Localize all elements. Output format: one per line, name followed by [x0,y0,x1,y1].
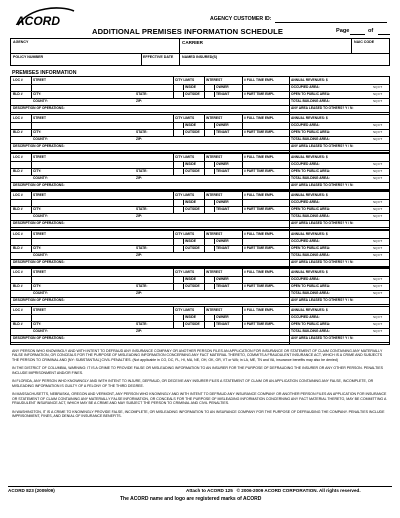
owner-label: OWNER [216,200,229,205]
tenant-label: TENANT [216,130,230,135]
description-of-operations-label: DESCRIPTION OF OPERATIONS: [13,336,65,341]
owner-label: OWNER [216,238,229,243]
owner-checkbox[interactable] [206,200,215,205]
sqft-unit: SQ FT [373,207,383,212]
loc-label: LOC # [13,270,23,274]
outside-checkbox[interactable] [175,246,184,251]
total-building-area-label: TOTAL BUILDING AREA: [291,329,330,334]
open-to-public-label: OPEN TO PUBLIC AREA: [291,322,331,327]
city-label: CITY: [33,92,42,96]
zip-label: ZIP: [136,252,143,257]
outside-label: OUTSIDE [185,168,200,173]
named-insureds-label: NAMED INSURED(S) [182,55,218,59]
county-label: COUNTY: [33,329,48,334]
street-label: STREET [33,308,47,313]
tenant-label: TENANT [216,284,230,288]
part-time-empl-label: # PART TIME EMPL [244,245,275,250]
tenant-label: TENANT [216,207,230,212]
sqft-unit: SQ FT [373,168,383,173]
inside-checkbox[interactable] [175,85,184,90]
premises-block [10,153,390,192]
page-number-field[interactable] [350,34,365,35]
occupied-area-label: OCCUPIED AREA: [291,277,320,281]
part-time-empl-label: # PART TIME EMPL [244,207,275,212]
city-limits-label: CITY LIMITS [175,78,195,82]
full-time-empl-label: # FULL TIME EMPL [244,193,274,198]
street-label: STREET [33,116,47,121]
owner-checkbox[interactable] [206,239,215,244]
city-limits-label: CITY LIMITS [175,154,195,159]
loc-label: LOC # [13,231,23,236]
tenant-checkbox[interactable] [206,130,215,135]
bld-label: BLD # [13,168,23,173]
page-label: Page [336,28,350,34]
tenant-label: TENANT [216,168,230,173]
zip-label: ZIP: [136,291,143,295]
outside-label: OUTSIDE [185,322,200,327]
sqft-unit: SQ FT [373,238,383,243]
area-leased-label: ANY AREA LEASED TO OTHERS? Y / N: [291,298,354,302]
part-time-empl-label: # PART TIME EMPL [244,284,275,288]
bld-label: BLD # [13,207,23,212]
county-label: COUNTY: [33,214,48,219]
policy-number-label: POLICY NUMBER [13,55,44,59]
city-label: CITY: [33,207,42,212]
city-label: CITY: [33,245,42,250]
occupied-area-label: OCCUPIED AREA: [291,238,320,243]
zip-label: ZIP: [136,99,143,103]
page-of-label: of [368,28,374,34]
tenant-label: TENANT [216,92,230,96]
owner-label: OWNER [216,161,229,166]
fraud-notice [12,349,388,423]
county-label: COUNTY: [33,291,48,295]
street-label: STREET [33,78,47,82]
open-to-public-label: OPEN TO PUBLIC AREA: [291,168,331,173]
notice-paragraph: IN THE DISTRICT OF COLUMBIA, WARNING: IT IS A CRIME TO PROVIDE FALSE OR MISLEADING INFORMATION TO AN INSURER FOR THE PURPOSE OF DEFRAUDING THE INSURER OR ANY OTHER PERSON. PENALTIES INCLUDE IMPRISONMENT AND/OR FINES. [12,366,383,375]
annual-revenues-label: ANNUAL REVENUES: $ [291,154,328,159]
area-leased-label: ANY AREA LEASED TO OTHERS? Y / N: [291,106,354,110]
tenant-checkbox[interactable] [206,169,215,174]
description-of-operations-label: DESCRIPTION OF OPERATIONS: [13,182,65,187]
state-label: STATE: [136,245,148,250]
part-time-empl-label: # PART TIME EMPL [244,92,275,96]
state-label: STATE: [136,130,148,135]
total-building-area-label: TOTAL BUILDING AREA: [291,99,330,103]
county-label: COUNTY: [33,252,48,257]
sqft-unit: SQ FT [373,245,383,250]
agency-customer-id-label: AGENCY CUSTOMER ID: [210,16,272,22]
loc-label: LOC # [13,193,23,198]
total-building-area-label: TOTAL BUILDING AREA: [291,137,330,142]
form-title: ADDITIONAL PREMISES INFORMATION SCHEDULE [92,27,284,36]
description-of-operations-label: DESCRIPTION OF OPERATIONS: [13,298,65,302]
sqft-unit: SQ FT [373,329,383,334]
inside-label: INSIDE [185,315,196,320]
outside-label: OUTSIDE [185,245,200,250]
zip-label: ZIP: [136,214,143,219]
logo-text: ACORD [16,14,60,28]
annual-revenues-label: ANNUAL REVENUES: $ [291,308,328,313]
annual-revenues-label: ANNUAL REVENUES: $ [291,231,328,236]
sqft-unit: SQ FT [373,252,383,257]
attach-note: Attach to ACORD 125 [186,488,233,493]
sqft-unit: SQ FT [373,99,383,103]
tenant-label: TENANT [216,322,230,327]
county-label: COUNTY: [33,99,48,103]
notice-paragraph: ANY PERSON WHO KNOWINGLY AND WITH INTENT TO DEFRAUD ANY INSURANCE COMPANY OR ANOTHER PERSON FILES AN APPLICATION FOR INSURANCE OR STATEMENT OF CLAIM CONTAINING ANY MATERIALLY FALSE INFORMATION, OR CONCEALS FOR THE PURPOSE OF MISLEADING INFORMATION CONCERNING ANY FACT MATERIAL THERETO, COMMITS A FRAUDULENT INSURANCE ACT, WHICH IS A CRIME AND SUBJECTS THE PERSON TO CRIMINAL AND [NY: SUBSTANTIAL] CIVIL PENALTIES. (Not applicable in CO, DC, FL, HI, MA, NE, OH, OK, OR, VT or WA; in LA, ME, TN and VA, insurance benefits may also be denied) [12,349,383,362]
full-time-empl-label: # FULL TIME EMPL [244,231,274,236]
owner-checkbox[interactable] [206,85,215,90]
occupied-area-label: OCCUPIED AREA: [291,161,320,166]
area-leased-label: ANY AREA LEASED TO OTHERS? Y / N: [291,182,354,187]
bld-label: BLD # [13,130,23,135]
annual-revenues-label: ANNUAL REVENUES: $ [291,270,328,274]
carrier-label: CARRIER [182,40,203,45]
premises-block [10,306,390,345]
annual-revenues-label: ANNUAL REVENUES: $ [291,78,328,82]
sqft-unit: SQ FT [373,322,383,327]
sqft-unit: SQ FT [373,137,383,142]
notice-paragraph: IN FLORIDA, ANY PERSON WHO KNOWINGLY AND WITH INTENT TO INJURE, DEFRAUD, OR DECEIVE ANY INSURER FILES A STATEMENT OF CLAIM OR AN APPLICATION CONTAINING ANY FALSE, INCOMPLETE, OR MISLEADING INFORMATION IS GUILTY OF A FELONY OF THE THIRD DEGREE. [12,379,374,388]
tenant-label: TENANT [216,245,230,250]
state-label: STATE: [136,322,148,327]
city-label: CITY: [33,168,42,173]
interest-label: INTEREST [206,270,223,274]
sqft-unit: SQ FT [373,291,383,295]
sqft-unit: SQ FT [373,175,383,180]
sqft-unit: SQ FT [373,315,383,320]
street-label: STREET [33,270,47,274]
interest-label: INTEREST [206,231,223,236]
inside-checkbox[interactable] [175,200,184,205]
sqft-unit: SQ FT [373,92,383,96]
naic-code-label: NAIC CODE [354,40,375,44]
interest-label: INTEREST [206,308,223,313]
outside-label: OUTSIDE [185,284,200,288]
policy-header-table [10,38,390,66]
owner-checkbox[interactable] [206,315,215,320]
outside-checkbox[interactable] [175,130,184,135]
owner-checkbox[interactable] [206,277,215,282]
open-to-public-label: OPEN TO PUBLIC AREA: [291,130,331,135]
open-to-public-label: OPEN TO PUBLIC AREA: [291,245,331,250]
copyright [186,488,361,493]
inside-label: INSIDE [185,123,196,128]
premises-information-title: PREMISES INFORMATION [12,70,77,76]
occupied-area-label: OCCUPIED AREA: [291,315,320,320]
zip-label: ZIP: [136,137,143,142]
city-limits-label: CITY LIMITS [175,308,195,313]
total-building-area-label: TOTAL BUILDING AREA: [291,252,330,257]
open-to-public-label: OPEN TO PUBLIC AREA: [291,207,331,212]
premises-block [10,76,390,115]
total-building-area-label: TOTAL BUILDING AREA: [291,291,330,295]
outside-checkbox[interactable] [175,284,184,289]
tenant-checkbox[interactable] [206,207,215,212]
part-time-empl-label: # PART TIME EMPL [244,130,275,135]
area-leased-label: ANY AREA LEASED TO OTHERS? Y / N: [291,144,354,149]
state-label: STATE: [136,168,148,173]
owner-checkbox[interactable] [206,162,215,167]
area-leased-label: ANY AREA LEASED TO OTHERS? Y / N: [291,221,354,226]
sqft-unit: SQ FT [373,161,383,166]
outside-label: OUTSIDE [185,92,200,96]
footer-rule [8,486,392,487]
tenant-checkbox[interactable] [206,92,215,97]
sqft-unit: SQ FT [373,277,383,281]
city-limits-label: CITY LIMITS [175,270,195,274]
loc-label: LOC # [13,154,23,159]
premises-block [10,191,390,230]
outside-checkbox[interactable] [175,169,184,174]
zip-label: ZIP: [136,175,143,180]
agency-label: AGENCY [13,40,29,44]
interest-label: INTEREST [206,116,223,121]
inside-label: INSIDE [185,161,196,166]
full-time-empl-label: # FULL TIME EMPL [244,116,274,121]
occupied-area-label: OCCUPIED AREA: [291,85,320,89]
outside-checkbox[interactable] [175,207,184,212]
owner-label: OWNER [216,315,229,320]
city-label: CITY: [33,130,42,135]
owner-label: OWNER [216,277,229,281]
full-time-empl-label: # FULL TIME EMPL [244,308,274,313]
sqft-unit: SQ FT [373,214,383,219]
state-label: STATE: [136,207,148,212]
copyright-text: © 2006-2009 ACORD CORPORATION. All rights reserved. [236,488,361,493]
full-time-empl-label: # FULL TIME EMPL [244,154,274,159]
part-time-empl-label: # PART TIME EMPL [244,322,275,327]
county-label: COUNTY: [33,137,48,142]
loc-label: LOC # [13,116,23,121]
sqft-unit: SQ FT [373,130,383,135]
owner-label: OWNER [216,123,229,128]
full-time-empl-label: # FULL TIME EMPL [244,78,274,82]
street-label: STREET [33,154,47,159]
street-label: STREET [33,231,47,236]
inside-checkbox[interactable] [175,277,184,282]
tenant-checkbox[interactable] [206,284,215,289]
tenant-checkbox[interactable] [206,322,215,327]
part-time-empl-label: # PART TIME EMPL [244,168,275,173]
bld-label: BLD # [13,322,23,327]
description-of-operations-label: DESCRIPTION OF OPERATIONS: [13,144,65,149]
agency-customer-id-field[interactable] [275,22,387,23]
bld-label: BLD # [13,245,23,250]
county-label: COUNTY: [33,175,48,180]
occupied-area-label: OCCUPIED AREA: [291,200,320,205]
description-of-operations-label: DESCRIPTION OF OPERATIONS: [13,106,65,110]
area-leased-label: ANY AREA LEASED TO OTHERS? Y / N: [291,259,354,264]
street-label: STREET [33,193,47,198]
notice-paragraph: IN WASHINGTON, IT IS A CRIME TO KNOWINGLY PROVIDE FALSE, INCOMPLETE, OR MISLEADING INFORMATION TO AN INSURANCE COMPANY FOR THE PURPOSE OF DEFRAUDING THE COMPANY. PENALTIES INCLUDE IMPRISONMENT, FINES, AND DENIAL OF INSURANCE BENEFITS. [12,409,385,419]
open-to-public-label: OPEN TO PUBLIC AREA: [291,284,331,288]
total-building-area-label: TOTAL BUILDING AREA: [291,214,330,219]
interest-label: INTEREST [206,193,223,198]
inside-label: INSIDE [185,238,196,243]
sqft-unit: SQ FT [373,123,383,128]
city-label: CITY: [33,322,42,327]
interest-label: INTEREST [206,154,223,159]
sqft-unit: SQ FT [373,200,383,205]
occupied-area-label: OCCUPIED AREA: [291,123,320,128]
bld-label: BLD # [13,284,23,288]
inside-checkbox[interactable] [175,123,184,128]
acord-logo [10,3,80,31]
outside-label: OUTSIDE [185,207,200,212]
premises-block [10,230,390,269]
city-limits-label: CITY LIMITS [175,231,195,236]
city-limits-label: CITY LIMITS [175,193,195,198]
bld-label: BLD # [13,92,23,96]
outside-checkbox[interactable] [175,322,184,327]
premises-block [10,114,390,153]
loc-label: LOC # [13,78,23,82]
interest-label: INTEREST [206,78,223,82]
premises-block [10,268,390,307]
full-time-empl-label: # FULL TIME EMPL [244,270,274,274]
inside-checkbox[interactable] [175,239,184,244]
description-of-operations-label: DESCRIPTION OF OPERATIONS: [13,221,65,226]
inside-label: INSIDE [185,200,196,205]
open-to-public-label: OPEN TO PUBLIC AREA: [291,92,331,96]
page-total-field[interactable] [378,34,390,35]
city-label: CITY: [33,284,42,288]
total-building-area-label: TOTAL BUILDING AREA: [291,175,330,180]
notice-paragraph: IN MASSACHUSETTS, NEBRASKA, OREGON AND VERMONT, ANY PERSON WHO KNOWINGLY AND WITH INTENT TO DEFRAUD ANY INSURANCE COMPANY OR ANOTHER PERSON FILES AN APPLICATION FOR INSURANCE OR STATEMENT OF CLAIM CONTAINING ANY MATERIALLY FALSE INFORMATION, OR CONCEALS FOR THE PURPOSE OF MISLEADING INFORMATION CONCERNING ANY FACT MATERIAL THERETO, MAY BE COMMITTING A FRAUDULENT INSURANCE ACT, WHICH MAY BE A CRIME AND MAY SUBJECT THE PERSON TO CRIMINAL AND CIVIL PENALTIES. [12,392,387,406]
state-label: STATE: [136,284,148,288]
sqft-unit: SQ FT [373,284,383,288]
outside-checkbox[interactable] [175,92,184,97]
sqft-unit: SQ FT [373,85,383,89]
tenant-checkbox[interactable] [206,246,215,251]
annual-revenues-label: ANNUAL REVENUES: $ [291,116,328,121]
inside-checkbox[interactable] [175,162,184,167]
effective-date-label: EFFECTIVE DATE [143,55,174,59]
area-leased-label: ANY AREA LEASED TO OTHERS? Y / N: [291,336,354,341]
loc-label: LOC # [13,308,23,313]
owner-label: OWNER [216,85,229,89]
owner-checkbox[interactable] [206,123,215,128]
state-label: STATE: [136,92,148,96]
annual-revenues-label: ANNUAL REVENUES: $ [291,193,328,198]
outside-label: OUTSIDE [185,130,200,135]
inside-label: INSIDE [185,85,196,89]
inside-label: INSIDE [185,277,196,281]
trademark-notice: The ACORD name and logo are registered marks of ACORD [120,496,262,502]
inside-checkbox[interactable] [175,315,184,320]
description-of-operations-label: DESCRIPTION OF OPERATIONS: [13,259,65,264]
zip-label: ZIP: [136,329,143,334]
city-limits-label: CITY LIMITS [175,116,195,121]
form-id: ACORD 823 (2009/09) [8,488,55,493]
